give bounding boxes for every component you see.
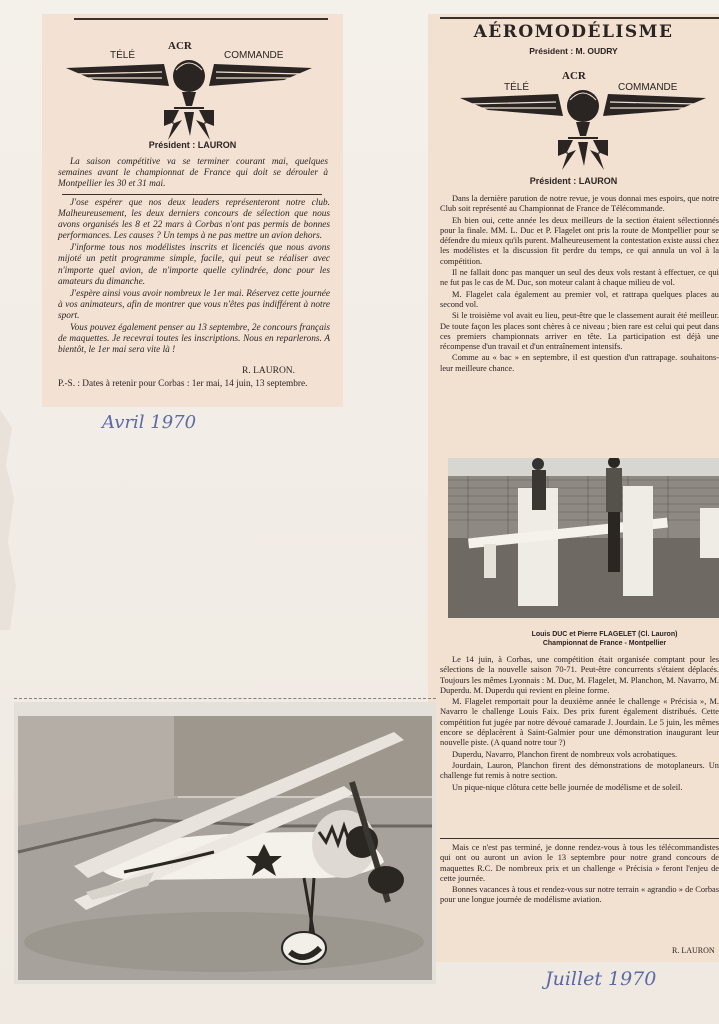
paragraph: Mais ce n'est pas terminé, je donne rendez-vous à tous les télécommandistes qui ont ou auront un avion le 13 septembre pour notre grand concours de maquettes R.C. De nombreux prix et un challenge « Précisia » feront l'enjeu de cette journée. bbox=[440, 843, 719, 883]
paragraph: Dans la dernière parution de notre revue, je vous donnai mes espoirs, que notre Club soit représenté au Championnat de France de Télécommande. bbox=[440, 194, 719, 214]
paragraph: Bonnes vacances à tous et rendez-vous sur notre terrain « agrandio » de Corbas pour une longue journée de modélisme aviation. bbox=[440, 885, 719, 905]
handwritten-date-bottom: Juillet 1970 bbox=[545, 968, 657, 990]
paragraph: J'espère ainsi vous avoir nombreux le 1er mai. Réservez cette journée à vos animateurs, afin de montrer que vous n'êtes pas indifférent à notre sport. bbox=[58, 288, 330, 321]
paragraph: Jourdain, Lauron, Planchon firent des démonstrations de motoplaneurs. Un challenge fut remis à notre section. bbox=[440, 760, 719, 781]
paragraph: Duperdu, Navarro, Planchon firent de nombreux vols acrobatiques. bbox=[452, 749, 678, 759]
emblem-right-word: COMMANDE bbox=[224, 50, 284, 61]
emblem-left-word: TÉLÉ bbox=[504, 82, 530, 93]
photo-caption bbox=[490, 630, 719, 648]
paragraph: Un pique-nique clôtura cette belle journée de modélisme et de soleil. bbox=[452, 782, 683, 792]
caption-line-1: Louis DUC et Pierre FLAGELET (Cl. Lauron) bbox=[531, 631, 678, 638]
emblem-letters: ACR bbox=[562, 70, 586, 82]
left-clipping bbox=[42, 14, 343, 407]
biplane-photo bbox=[14, 702, 436, 984]
right-body-top bbox=[440, 194, 719, 375]
paragraph: Comme au « bac » en septembre, il est question d'un rattrapage. souhaitons-leur meilleure chance. bbox=[440, 353, 719, 373]
right-president-line: Président : LAURON bbox=[529, 176, 618, 186]
handwritten-date-top: Avril 1970 bbox=[102, 412, 197, 433]
paragraph: Si le troisième vol avait eu lieu, peut-être que le classement aurait été meilleur. De toute façon les places sont chères à ce niveau ; bien rare est celui qui peut dans ces premiers championnats arriver en tête. La participation est déjà une récompense d'un travail et d'un entraînement intensifs. bbox=[440, 311, 719, 352]
caption-line-2: Championnat de France - Montpellier bbox=[542, 640, 667, 647]
body-text bbox=[58, 198, 330, 357]
paragraph: M. Flagelet remportait pour la deuxième année le challenge « Précisia », M. Navarro le challenge Louis Faix. Des prix furent également distribués. Cette compétition fut jugée par notre dévoué camarade J. Jourdain. Le 5 juin, les mêmes encore se déplacèrent à Saint-Galmier pour une démonstration inaugurant leur nouvelle piste. (A quand notre tour ?) bbox=[440, 697, 719, 748]
torn-edge bbox=[0, 410, 20, 630]
paragraph: J'informe tous nos modélistes inscrits et licenciés que nous avons mijoté un petit programme simple, facile, qui peut se réaliser avec n'importe quel avion, de n'importe quelle cylindrée, donc pour les amateurs du dimanche. bbox=[58, 243, 330, 287]
paragraph: Il ne fallait donc pas manquer un seul des deux vols restant à effectuer, ce qui ne fut pas le cas de M. Duc, son moteur calant à chaque milieu de vol. bbox=[440, 268, 719, 288]
intro-paragraph: La saison compétitive va se terminer courant mai, quelques semaines avant le championnat de France qui doit se dérouler à Montpellier les 30 et 31 mai. bbox=[58, 157, 328, 190]
paragraph: Vous pouvez également penser au 13 septembre, 2e concours français de maquettes. Je recevrai toutes les inscriptions. Nous en reparlerons. A bientôt, le 1er mai sera vite là ! bbox=[58, 323, 330, 356]
right-signature: R. LAURON bbox=[672, 946, 715, 955]
right-top-rule bbox=[440, 17, 719, 19]
separator-rule bbox=[62, 194, 322, 195]
paragraph: J'ose espérer que nos deux leaders représenteront notre club. Malheureusement, les deux derniers concours de sélection que nous avons organisés les 8 et 22 mars à Corbas n'ont pas permis de bonnes performances. Les causes ? Un temps à ne pas mettre un avion dehors. bbox=[58, 198, 330, 242]
signature: R. LAURON. bbox=[242, 366, 296, 376]
emblem-left-word: TÉLÉ bbox=[110, 50, 136, 61]
emblem-right-word: COMMANDE bbox=[618, 82, 678, 93]
paragraph: Eh bien oui, cette année les deux meilleurs de la section étaient sélectionnés pour la finale. MM. L. Duc et P. Flagelet ont pris la route de Montpellier pour se défendre du mieux qu'ils purent. Malheureusement la contestation existe aussi chez les modélistes et la discussion fit perdre du temps, ce qui annula un vol à la compétition. bbox=[440, 215, 719, 266]
top-rule bbox=[74, 18, 328, 20]
paragraph: M. Flagelet cala également au premier vol, et rattrapa quelques places au second vol. bbox=[440, 289, 719, 309]
right-body-bottom bbox=[440, 655, 719, 794]
intro-text bbox=[58, 157, 328, 191]
emblem-wings-icon bbox=[64, 36, 314, 144]
photo-clipping bbox=[14, 702, 436, 984]
section-title: AÉROMODÉLISME bbox=[473, 22, 674, 42]
paragraph: Le 14 juin, à Corbas, une compétition était organisée comptant pour les sélections de la nouvelle saison 70-71. Peut-être concurrents s'étaient déplacés. Toujours les mêmes Lyonnais : M. Duc, M. Flagelet, M. Planchon, M. Navarro, M. Duperdu. M. Duperdu qui revient en pleine forme. bbox=[440, 655, 719, 695]
emblem-wings-icon bbox=[458, 66, 708, 174]
postscript: P.-S. : Dates à retenir pour Corbas : 1er mai, 14 juin, 13 septembre. bbox=[58, 379, 308, 389]
president-line: Président : LAURON bbox=[148, 140, 237, 150]
section-subtitle: Président : M. OUDRY bbox=[529, 46, 618, 56]
right-body-closing bbox=[440, 843, 719, 907]
pilots-photo bbox=[448, 458, 719, 618]
right-separator bbox=[440, 838, 719, 839]
emblem-letters: ACR bbox=[168, 40, 192, 52]
